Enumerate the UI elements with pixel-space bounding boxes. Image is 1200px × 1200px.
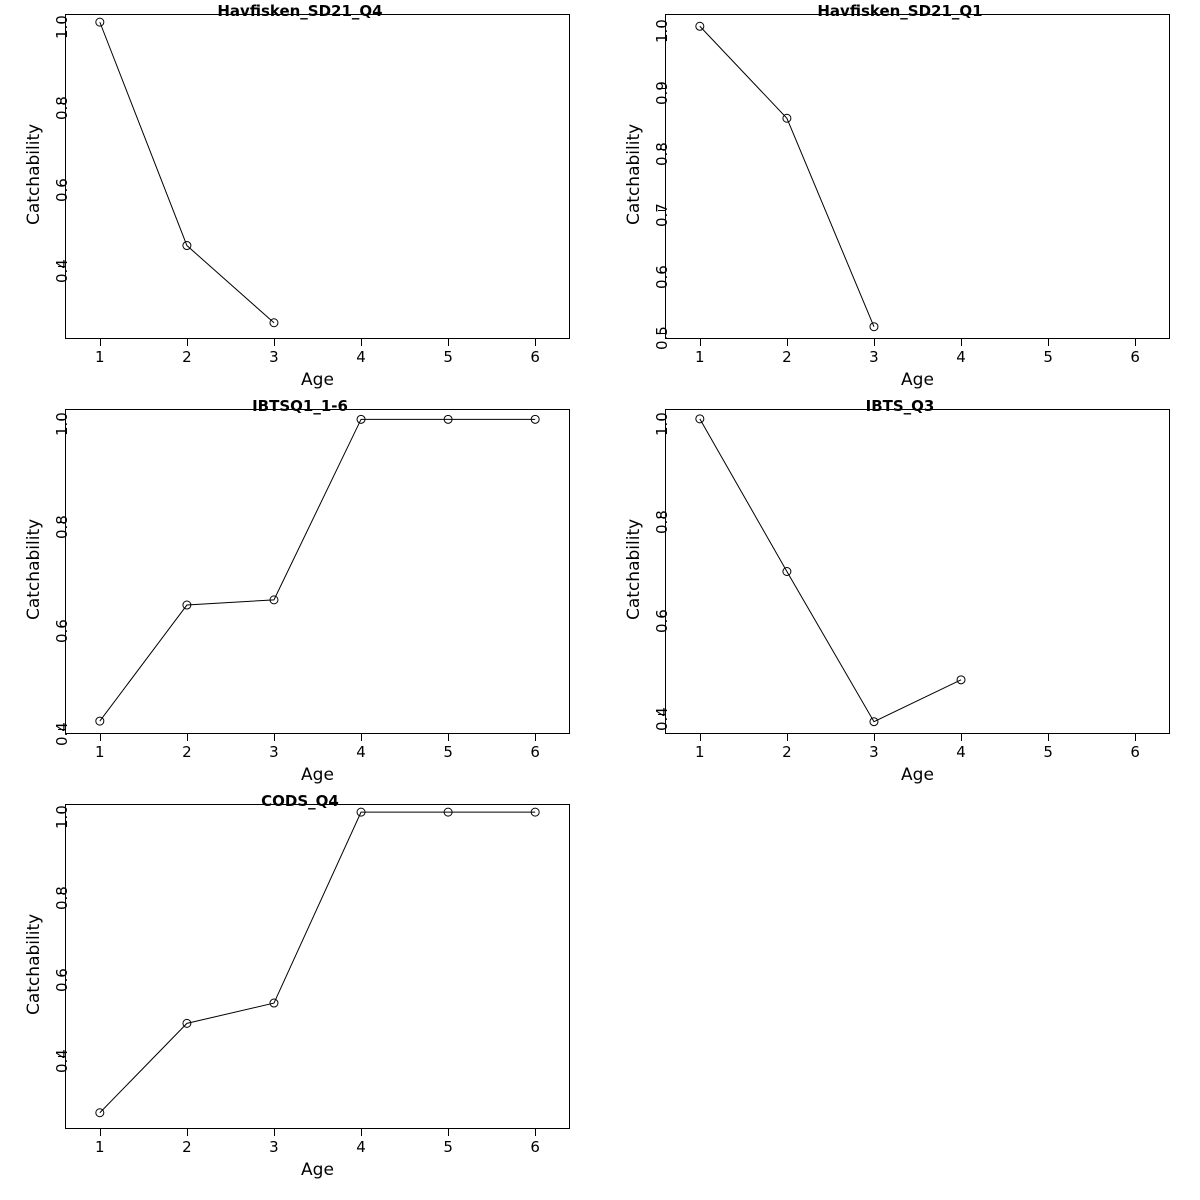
x-tick-label: 3 [869,743,879,761]
x-tick-label: 6 [1130,348,1140,366]
y-tick-label: 0.4 [53,721,71,746]
x-tick-label: 1 [95,1138,105,1156]
x-tick-label: 1 [695,348,705,366]
x-tick-mark [187,1129,188,1136]
x-tick-mark [787,339,788,346]
x-tick-mark [100,1129,101,1136]
x-tick-label: 2 [782,743,792,761]
x-tick-label: 2 [782,348,792,366]
chart-panel-ibts-q3 [600,395,1200,790]
x-tick-label: 4 [356,743,366,761]
x-tick-mark [100,734,101,741]
x-tick-mark [274,339,275,346]
x-tick-mark [787,734,788,741]
series-line [100,419,535,721]
y-tick-label: 1.0 [53,15,71,40]
panel-title: IBTSQ1_1-6 [252,397,348,415]
x-tick-mark [535,339,536,346]
x-axis-label: Age [901,370,934,390]
x-tick-label: 6 [530,743,540,761]
y-tick-label: 0.6 [53,967,71,992]
y-tick-label: 1.0 [53,805,71,830]
series-line [100,812,535,1113]
y-tick-label: 0.8 [53,515,71,540]
x-tick-mark [961,734,962,741]
x-tick-label: 2 [182,743,192,761]
y-axis-label: Catchability [624,123,644,225]
x-tick-mark [535,734,536,741]
panel-title: CODS_Q4 [261,792,339,810]
y-tick-label: 0.7 [653,203,671,228]
chart-panel-ibtsq1-1-6 [0,395,600,790]
data-series [65,14,570,339]
series-line [100,22,274,323]
data-series [665,409,1170,734]
y-axis-label: Catchability [24,913,44,1015]
x-tick-label: 1 [695,743,705,761]
x-tick-label: 5 [443,1138,453,1156]
y-tick-label: 1.0 [53,412,71,437]
x-tick-mark [874,734,875,741]
x-tick-mark [274,734,275,741]
chart-panel-havfisken-sd21-q1 [600,0,1200,395]
x-tick-mark [187,734,188,741]
x-tick-mark [100,339,101,346]
y-tick-label: 0.4 [53,259,71,283]
x-tick-mark [448,1129,449,1136]
y-axis-label: Catchability [624,518,644,620]
x-tick-label: 3 [269,743,279,761]
y-tick-label: 0.6 [653,608,671,633]
y-tick-label: 0.5 [653,326,671,350]
x-tick-mark [535,1129,536,1136]
y-tick-label: 0.8 [53,886,71,911]
y-tick-label: 1.0 [653,411,671,436]
x-tick-mark [700,734,701,741]
x-tick-mark [1135,734,1136,741]
x-tick-label: 4 [356,348,366,366]
panel-title: IBTS_Q3 [865,397,935,415]
x-tick-mark [361,339,362,346]
x-tick-mark [1048,339,1049,346]
data-point-marker [957,676,965,684]
y-tick-label: 0.4 [653,707,671,732]
x-axis-label: Age [301,1160,334,1180]
x-tick-label: 6 [1130,743,1140,761]
series-line [700,419,961,722]
data-series [665,14,1170,339]
x-tick-mark [1048,734,1049,741]
x-axis-label: Age [301,370,334,390]
x-tick-label: 1 [95,743,105,761]
x-tick-label: 4 [956,743,966,761]
chart-panel-cods-q4 [0,790,600,1185]
chart-panel-havfisken-sd21-q4 [0,0,600,395]
y-tick-label: 0.9 [653,80,671,105]
x-tick-label: 4 [356,1138,366,1156]
x-tick-mark [274,1129,275,1136]
x-tick-mark [874,339,875,346]
data-series [65,804,570,1129]
y-axis-label: Catchability [24,518,44,620]
x-tick-mark [1135,339,1136,346]
x-tick-label: 5 [443,348,453,366]
y-tick-label: 0.6 [53,618,71,643]
x-tick-mark [961,339,962,346]
series-line [700,26,874,326]
x-tick-label: 3 [269,348,279,366]
x-tick-label: 6 [530,1138,540,1156]
x-tick-label: 5 [1043,348,1053,366]
x-tick-label: 5 [443,743,453,761]
x-tick-mark [361,734,362,741]
x-tick-mark [700,339,701,346]
x-axis-label: Age [301,765,334,785]
y-tick-label: 0.4 [53,1049,71,1073]
y-axis-label: Catchability [24,123,44,225]
x-axis-label: Age [901,765,934,785]
panel-title: Havfisken_SD21_Q1 [817,2,983,20]
x-tick-label: 2 [182,348,192,366]
y-tick-label: 0.8 [653,142,671,166]
y-tick-label: 0.6 [53,177,71,202]
x-tick-label: 6 [530,348,540,366]
x-tick-label: 3 [869,348,879,366]
x-tick-mark [448,339,449,346]
panel-title: Havfisken_SD21_Q4 [217,2,383,20]
y-tick-label: 1.0 [653,19,671,44]
x-tick-mark [448,734,449,741]
x-tick-label: 4 [956,348,966,366]
x-tick-mark [361,1129,362,1136]
data-series [65,409,570,734]
x-tick-label: 2 [182,1138,192,1156]
y-tick-label: 0.8 [653,510,671,535]
x-tick-label: 5 [1043,743,1053,761]
y-tick-label: 0.8 [53,96,71,121]
x-tick-mark [187,339,188,346]
y-tick-label: 0.6 [653,264,671,289]
x-tick-label: 1 [95,348,105,366]
x-tick-label: 3 [269,1138,279,1156]
